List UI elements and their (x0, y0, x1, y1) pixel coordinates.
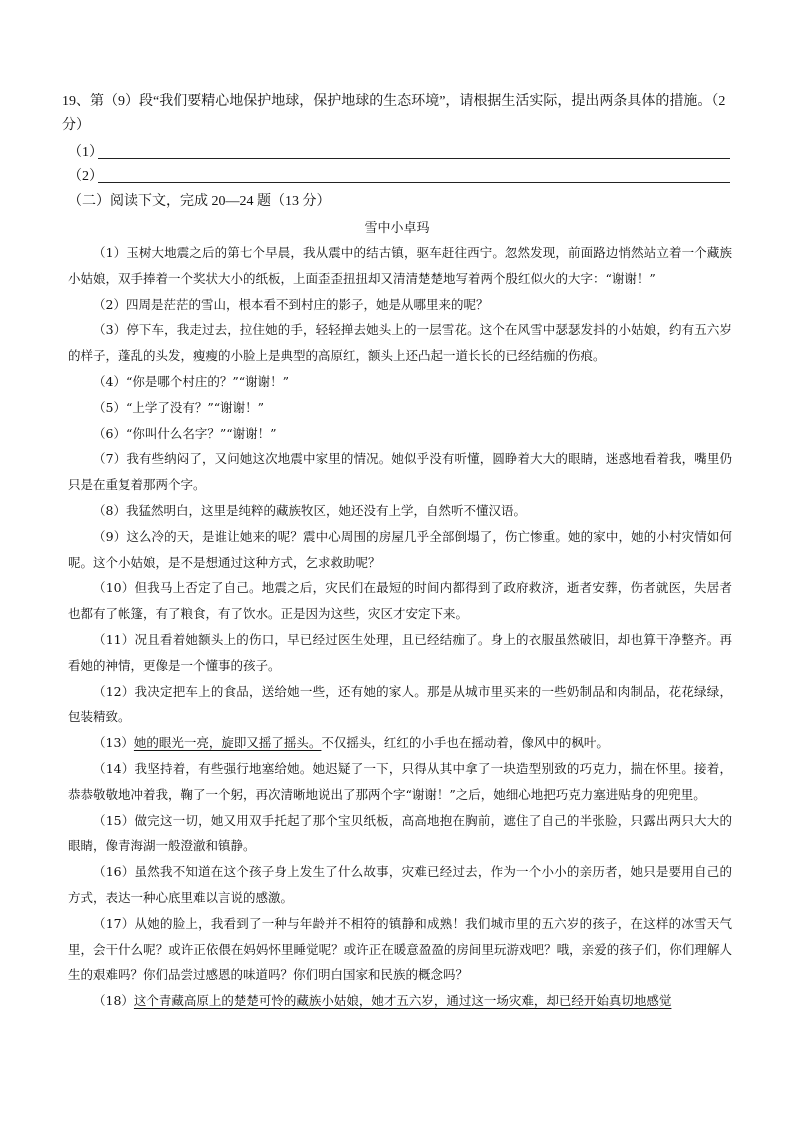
paragraph-6: （6）“你叫什么名字？”“谢谢！” (93, 425, 277, 441)
answer-label-2: （2） (68, 169, 103, 184)
paragraph-18 (68, 988, 732, 1014)
answer-underline (98, 158, 730, 159)
underlined-sentence: 她的眼光一亮，旋即又摇了摇头。 (133, 735, 322, 751)
paragraph-3: （3）停下车，我走过去，拉住她的手，轻轻掸去她头上的一层雪花。这个在风雪中瑟瑟发抖的小姑娘，约有五六岁的样子，蓬乱的头发，瘦瘦的小脸上是典型的高原红，额头上还凸起一道长长的已经结痂的伤痕。 (68, 322, 732, 364)
paragraph-5: （5）“上学了没有？”“谢谢！” (93, 399, 265, 415)
paragraph-1: （1）玉树大地震之后的第七个早晨，我从震中的结古镇，驱车赶往西宁。忽然发现，前面路边悄然站立着一个藏族小姑娘，双手捧着一个奖状大小的纸板，上面歪歪扭扭却又清清楚楚地写着两个殷红似火的大字：“谢谢！” (68, 245, 732, 286)
paragraph-2: （2）四周是茫茫的雪山，根本看不到村庄的影子，她是从哪里来的呢？ (93, 296, 489, 312)
question-19: 19、第（9）段“我们要精心地保护地球，保护地球的生态环境”，请根据生活实际，提出两条具体的措施。（2分） (62, 94, 726, 133)
paragraph-13 (68, 730, 732, 756)
paragraph-number: （13） (93, 735, 134, 751)
answer-underline (98, 182, 730, 183)
paragraph-4: （4）“你是哪个村庄的？”“谢谢！” (93, 373, 290, 389)
article-title: 雪中小卓玛 (364, 221, 430, 236)
article-body (68, 240, 732, 1014)
paragraph-9: （9）这么冷的天，是谁让她来的呢？震中心周围的房屋几乎全部倒塌了，伤亡惨重。她的家中，她的小村灾情如何呢。这个小姑娘，是不是想通过这种方式，乞求救助呢？ (68, 528, 732, 570)
paragraph-14: （14）我坚持着，有些强行地塞给她。她迟疑了一下，只得从其中拿了一块造型别致的巧克力，揣在怀里。接着，恭恭敬敬地冲着我，鞠了一个躬，再次清晰地说出了那两个字“谢谢！”之后，她细心地把巧克力塞进贴身的兜兜里。 (68, 760, 732, 802)
paragraph-12: （12）我决定把车上的食品，送给她一些，还有她的家人。那是从城市里买来的一些奶制品和肉制品，花花绿绿，包装精致。 (68, 683, 732, 725)
paragraph-10: （10）但我马上否定了自己。地震之后，灾民们在最短的时间内都得到了政府救济，逝者安葬，伤者就医，失居者也都有了帐篷，有了粮食，有了饮水。正是因为这些，灾区才安定下来。 (68, 580, 732, 622)
answer-line-1[interactable] (68, 141, 730, 163)
section-heading: （二）阅读下文，完成 20—24 题（13 分） (68, 194, 331, 209)
paragraph-number: （18） (93, 993, 134, 1009)
paragraph-17: （17）从她的脸上，我看到了一种与年龄并不相符的镇静和成熟！我们城市里的五六岁的孩子，在这样的冰雪天气里，会干什么呢？或许正依偎在妈妈怀里睡觉呢？或许正在暖意盈盈的房间里玩游戏吧？哦，亲爱的孩子们，你们理解人生的艰难吗？你们品尝过感恩的味道吗？你们明白国家和民族的概念吗？ (68, 915, 732, 983)
answer-label-1: （1） (68, 145, 103, 160)
paragraph-16: （16）虽然我不知道在这个孩子身上发生了什么故事，灾难已经过去，作为一个小小的亲历者，她只是要用自己的方式，表达一种心底里难以言说的感激。 (68, 864, 732, 905)
paragraph-7: （7）我有些纳闷了，又问她这次地震中家里的情况。她似乎没有听懂，圆睁着大大的眼睛，迷惑地看着我，嘴里仍只是在重复着那两个字。 (68, 451, 732, 493)
answer-line-2[interactable] (68, 165, 730, 187)
paragraph-text: 不仅摇头，红红的小手也在摇动着，像风中的枫叶。 (321, 735, 609, 751)
underlined-sentence: 这个青藏高原上的楚楚可怜的藏族小姑娘，她才五六岁，通过这一场灾难，却已经开始真切地感觉 (133, 993, 672, 1009)
paragraph-11: （11）况且看着她额头上的伤口，早已经过医生处理，且已经结痂了。身上的衣服虽然破旧，却也算干净整齐。再看她的神情，更像是一个懂事的孩子。 (68, 631, 732, 673)
paragraph-15: （15）做完这一切，她又用双手托起了那个宝贝纸板，高高地抱在胸前，遮住了自己的半张脸，只露出两只大大的眼睛，像青海湖一般澄澈和镇静。 (68, 812, 732, 854)
paragraph-8: （8）我猛然明白，这里是纯粹的藏族牧区，她还没有上学，自然听不懂汉语。 (93, 502, 526, 518)
